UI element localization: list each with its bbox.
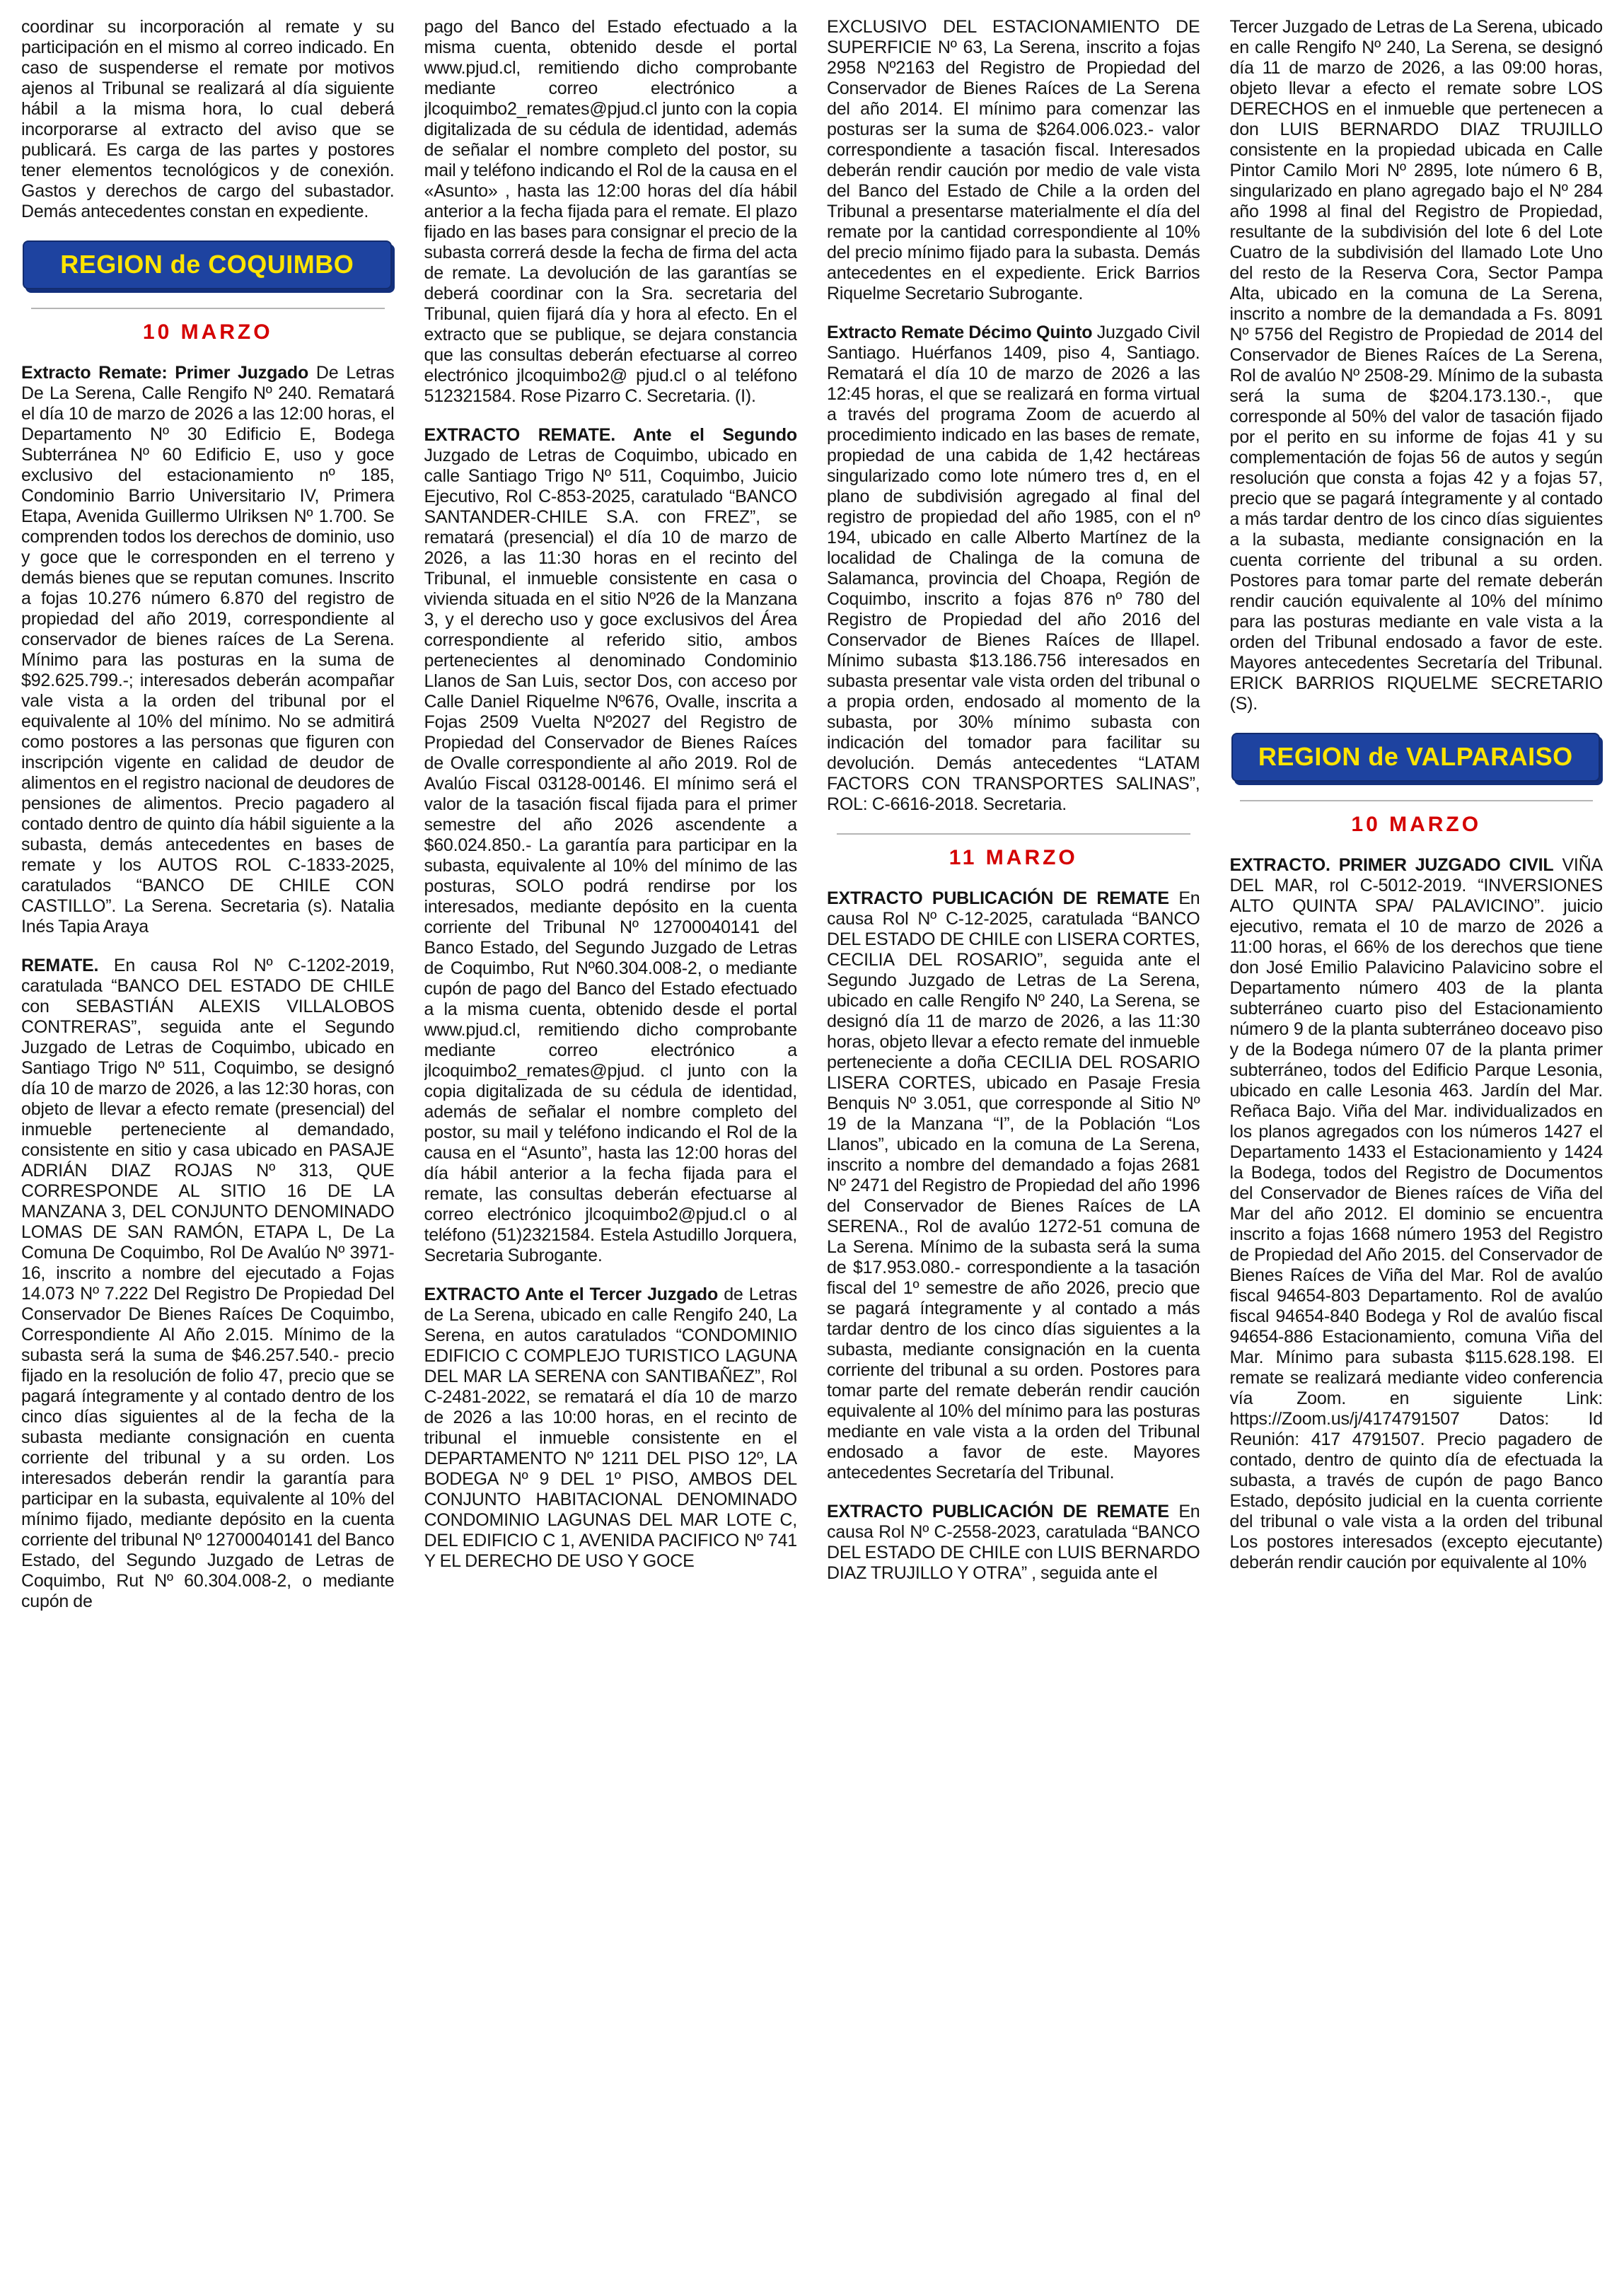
notice-lead: EXTRACTO PUBLICACIÓN DE REMATE: [827, 888, 1169, 908]
notice-paragraph: [21, 956, 395, 1612]
notice-lead: EXTRACTO Ante el Tercer Juzgado: [424, 1285, 719, 1304]
column-2: [424, 17, 798, 2265]
notice-text: VIÑA DEL MAR, rol C-5012-2019. “INVERSIONES ALTO QUINTA SPA/ PALAVICINO”. juicio ejecutivo, remata el 10 de marzo de 2026 a 11:00 horas, el 66% de los derechos que tiene don José Emilio Palavicino Palavicino sobre el Departamento número 403 de la planta subterráneo cuarto piso del Estacionamiento número 9 de la planta subterráneo doceavo piso y de la Bodega número 07 de la planta primer subterráneo, todos del Edificio Parque Lesonia, ubicado en calle Lesonia 463. Jardín del Mar. Reñaca Bajo. Viña del Mar. individualizados en los planos agregados con los números 1427 el Departamento 1433 el Estacionamiento y 1424 la Bodega, todos del Registro de Documentos del Conservador de Bienes raíces de Viña del Mar del año 2012. El dominio se encuentra inscrito a fojas 1668 número 1953 del Registro de Propiedad del Año 2015. del Conservador de Bienes Raíces de Viña del Mar. Rol de avalúo fiscal 94654-803 Departamento. Rol de avalúo fiscal 94654-840 Bodega y Rol de avalúo fiscal 94654-886 Estacionamiento, comuna Viña del Mar. Mínimo para subasta $115.628.198. El remate se realizará mediante video conferencia vía Zoom. en siguiente Link: https://Zoom.us/j/4174791507 Datos: Id Reunión: 417 4791507. Precio pagadero de contado, dentro de quinto día de efectuada la subasta, a través de cupón de pago Banco Estado, depósito judicial en la cuenta corriente del tribunal o vale vista a la orden del tribunal Los postores interesados (excepto ejecutante) deberán rendir caución por equivalente al 10%: [1229, 855, 1603, 1572]
notice-lead: REMATE.: [21, 956, 99, 975]
notice-text: En causa Rol Nº C-2558-2023, caratulada “BANCO DEL ESTADO DE CHILE con LUIS BERNARDO DIAZ TRUJILLO Y OTRA” , seguida ante el: [827, 1502, 1200, 1583]
notice-lead: EXTRACTO PUBLICACIÓN DE REMATE: [827, 1502, 1169, 1521]
notice-text: Juzgado Civil Santiago. Huérfanos 1409, piso 4, Santiago. Rematará el día 10 de marzo de 2026 a las 12:45 horas, el que se realizará en forma virtual a través del programa Zoom de acuerdo al procedimiento indicado en las bases de remate, propiedad de una cabida de 1,42 hectáreas singularizado como lote número tres d, en el plano de subdivisión agregado al final del registro de propiedad del año 1985, con el nº 194, ubicado en calle Alberto Martínez de la localidad de Chalinga de la comuna de Salamanca, provincia del Choapa, Región de Coquimbo, inscrito a fojas 876 nº 780 del Registro de Propiedad del año 2016 del Conservador de Bienes Raíces de Illapel. Mínimo subasta $13.186.756 interesados en subasta presentar vale vista orden del tribunal o a propia orden, endosado al momento de la subasta, por 30% mínimo subasta con indicación del tomador para facilitar su devolución. Demás antecedentes “LATAM FACTORS CON TRANSPORTES SALINAS”, ROL: C-6616-2018. Secretaria.: [827, 323, 1200, 814]
notice-paragraph: [1230, 855, 1603, 1573]
notice-text: pago del Banco del Estado efectuado a la misma cuenta, obtenido desde el portal www.pjud.cl, remitiendo dicho comprobante mediante correo electrónico a jlcoquimbo2_remates@pjud.cl junto con la copia digitalizada de su cédula de identidad, además de señalar el nombre completo del postor, su mail y teléfono indicando el Rol de la causa en el «Asunto» , hasta las 12:00 horas del día hábil anterior a la fecha fijada para el remate. El plazo fijado en las bases para consignar el precio de la subasta correrá desde la fecha de firma del acta de remate. La devolución de las garantías se deberá coordinar con la Sra. secretaria del Tribunal, quien fijará día y hora al efecto. En el extracto que se publique, se dejara constancia que las consultas deberán efectuarse al correo electrónico jlcoquimbo2@ pjud.cl o al teléfono 512321584. Rose Pizarro C. Secretaria. (I).: [424, 17, 797, 406]
notice-text: De Letras De La Serena, Calle Rengifo Nº 240. Rematará el día 10 de marzo de 2026 a las 12:00 horas, el Departamento Nº 30 Edificio E, Bodega Subterránea Nº 60 Edificio E, uso y goce exclusivo del estacionamiento nº 185, Condominio Barrio Universitario IV, Primera Etapa, Avenida Guillermo Ulriksen Nº 1.700. Se comprenden todos los derechos de dominio, uso y goce que le corresponden en el terreno y demás bienes que se reputan comunes. Inscrito a fojas 10.276 número 6.870 del registro de propiedad del año 2019, correspondiente al conservador de bienes raíces de La Serena. Mínimo para las posturas en la suma de $92.625.799.-; interesados deberán acompañar vale vista a la orden del tribunal por el equivalente al 10% del mínimo. No se admitirá como postores a las personas que figuren con inscripción vigente en calidad de deudor de alimentos en el registro nacional de deudores de pensiones de alimentos. Precio pagadero al contado dentro de quinto día hábil siguiente a la subasta, demás antecedentes en bases de remate y los AUTOS ROL C-1833-2025, caratulados “BANCO DE CHILE CON CASTILLO”. La Serena. Secretaria (s). Natalia Inés Tapia Araya: [21, 363, 395, 936]
notice-text: EXCLUSIVO DEL ESTACIONAMIENTO DE SUPERFICIE Nº 63, La Serena, inscrito a fojas 2958 Nº2163 del Registro de Propiedad del Conservador de Bienes Raíces de La Serena del año 2014. El mínimo para comenzar las posturas ser la suma de $264.006.023.- valor correspondiente a tasación fiscal. Interesados deberán rendir caución por medio de vale vista del Banco del Estado de Chile a la orden del Tribunal a presentarse materialmente el día del remate por la cantidad correspondiente al 10% del precio mínimo fijado para la subasta. Demás antecedentes en el expediente. Erick Barrios Riquelme Secretario Subrogante.: [827, 17, 1200, 303]
notice-text: coordinar su incorporación al remate y su participación en el mismo al correo indicado. En caso de suspenderse el remate por motivos ajenos aI Tribunal se realizará al día siguiente hábil a la misma hora, lo cual deberá incorporarse al extracto del aviso que se publicará. Es carga de las partes y postores tener elementos tecnológicos y de conexión. Gastos y derechos de cargo del subastador. Demás antecedentes constan en expediente.: [21, 17, 395, 221]
column-4: [1230, 17, 1603, 2265]
notice-lead: Extracto Remate: Primer Juzgado: [21, 363, 309, 383]
notice-paragraph: [827, 888, 1200, 1483]
notice-paragraph: [21, 363, 395, 937]
notice-text: de Letras de La Serena, ubicado en calle Rengifo 240, La Serena, en autos caratulados “CONDOMINIO EDIFICIO C COMPLEJO TURISTICO LAGUNA DEL MAR LA SERENA con SANTIBAÑEZ”, Rol C-2481-2022, se rematará el día 10 de marzo de 2026 a las 10:00 horas, en el recinto de tribunal el inmueble consistente en el DEPARTAMENTO Nº 1211 DEL PISO 12º, LA BODEGA Nº 9 DEL 1º PISO, AMBOS DEL CONJUNTO HABITACIONAL DENOMINADO CONDOMINIO LAGUNAS DEL MAR LOTE C, DEL EDIFICIO C 1, AVENIDA PACIFICO Nº 741 Y EL DERECHO DE USO Y GOCE: [424, 1285, 797, 1571]
notice-paragraph: [827, 17, 1200, 304]
divider: [837, 833, 1190, 835]
notice-paragraph: [424, 1285, 798, 1572]
notice-paragraph: [424, 17, 798, 407]
notice-paragraph: [424, 425, 798, 1266]
date-header: 10 MARZO: [1351, 813, 1482, 836]
notice-text: Juzgado de Letras de Coquimbo, ubicado en calle Santiago Trigo Nº 511, Coquimbo, Juicio Ejecutivo, Rol C-853-2025, caratulado “BANCO SANTANDER-CHILE S.A. con FREZ”, se rematará (presencial) el día 10 de marzo de 2026, a las 11:30 horas en el recinto del Tribunal, el inmueble consistente en casa o vivienda situada en el sitio Nº26 de la Manzana 3, y el derecho uso y goce exclusivos del Área correspondiente al referido sitio, ambos pertenecientes al denominado Condominio Llanos de San Luis, sector Dos, con acceso por Calle Daniel Riquelme Nº676, Ovalle, inscrita a Fojas 2509 Vuelta Nº2027 del Registro de Propiedad del Conservador de Bienes Raíces de Ovalle correspondiente al año 2019. Rol de Avalúo Fiscal 03128-00146. El mínimo será el valor de la tasación fiscal fijada para el primer semestre del año 2026 ascendente a $60.024.850.- La garantía para participar en la subasta, equivalente al 10% del mínimo de las posturas, SOLO podrá rendirse por los interesados, mediante depósito en la cuenta corriente del Tribunal Nº 12700040141 del Banco Estado, del Segundo Juzgado de Letras de Coquimbo, Rut Nº60.304.008-2, o mediante cupón de pago del Banco del Estado efectuado a la misma cuenta, obtenido desde el portal www.pjud.cl, remitiendo dicho comprobante mediante correo electrónico a jlcoquimbo2_remates@pjud. cl junto con la copia digitalizada de su cédula de identidad, además de señalar el nombre completo del postor, su mail y teléfono indicando el Rol de la causa en el “Asunto”, hasta las 12:00 horas del día hábil anterior a la fecha fijada para el remate, las consultas deberán efectuarse al correo electrónico jlcoquimbo2@pjud.cl o al teléfono (51)2321584. Estela Astudillo Jorquera, Secretaria Subrogante.: [424, 446, 797, 1265]
region-header: REGION de COQUIMBO: [23, 240, 392, 289]
column-1: [21, 17, 395, 2265]
date-header: 11 MARZO: [949, 846, 1078, 869]
date-header: 10 MARZO: [142, 320, 273, 344]
notice-lead: EXTRACTO REMATE. Ante el Segundo: [424, 425, 797, 445]
notice-columns: [21, 17, 1603, 2265]
notice-text: En causa Rol Nº C-1202-2019, caratulada “BANCO DEL ESTADO DE CHILE con SEBASTIÁN ALEXIS VILLALOBOS CONTRERAS”, seguida ante el Segundo Juzgado de Letras de Coquimbo, ubicado en Santiago Trigo Nº 511, Coquimbo, se designó día 10 de marzo de 2026, a las 12:30 horas, con objeto de llevar a efecto remate (presencial) del inmueble perteneciente al demandado, consistente en sitio y casa ubicado en PASAJE ADRIÁN DIAZ ROJAS Nº 313, QUE CORRESPONDE AL SITIO 16 DE LA MANZANA 3, DEL CONJUNTO DENOMINADO LOMAS DE SAN RAMÓN, ETAPA L, De La Comuna De Coquimbo, Rol De Avalúo Nº 3971-16, inscrito a nombre del ejecutado a Fojas 14.073 Nº 7.222 Del Registro De Propiedad Del Conservador De Bienes Raíces De Coquimbo, Correspondiente Al Año 2.015. Mínimo de la subasta será la suma de $46.257.540.- precio fijado en la resolución de folio 47, precio que se pagará íntegramente y al contado dentro de los cinco días siguientes al de la fecha de la subasta mediante consignación en cuenta corriente del tribunal y a su orden. Los interesados deberán rendir la garantía para participar en la subasta, equivalente al 10% del mínimo fijado, mediante depósito en la cuenta corriente del tribunal Nº 12700040141 del Banco Estado, del Segundo Juzgado de Letras de Coquimbo, Rut Nº 60.304.008-2, o mediante cupón de: [21, 956, 395, 1611]
divider: [31, 308, 385, 309]
notice-lead: Extracto Remate Décimo Quinto: [827, 323, 1093, 342]
divider: [1240, 800, 1594, 801]
notice-paragraph: [1230, 17, 1603, 714]
notice-lead: EXTRACTO. PRIMER JUZGADO CIVIL: [1229, 855, 1554, 875]
notice-paragraph: [827, 1502, 1200, 1584]
notice-text: En causa Rol Nº C-12-2025, caratulada “BANCO DEL ESTADO DE CHILE con LISERA CORTES, CECILIA DEL ROSARIO”, seguida ante el Segundo Juzgado de Letras de La Serena, ubicado en calle Rengifo Nº 240, La Serena, se designó día 11 de marzo de 2026, a las 11:30 horas, objeto llevar a efecto remate del inmueble perteneciente a doña CECILIA DEL ROSARIO LISERA CORTES, ubicado en Pasaje Fresia Benquis Nº 3.051, que corresponde al Sitio Nº 19 de la Manzana “I”, de la Población “Los Llanos”, ubicado en la comuna de La Serena, inscrito a nombre del demandado a fojas 2681 Nº 2471 del Registro de Propiedad del año 1996 del Conservador de Bienes Raíces de LA SERENA., Rol de avalúo 1272-51 comuna de La Serena. Mínimo de la subasta será la suma de $17.953.080.- correspondiente a la tasación fiscal del 1º semestre de año 2026, precio que se pagará íntegramente y al contado a más tardar dentro de los cinco días siguientes a la subasta, mediante consignación en la cuenta corriente del tribunal a su orden. Postores para tomar parte del remate deberán rendir caución equivalente al 10% del mínimo para las posturas mediante en vale vista a la orden del Tribunal endosado a favor de este. Mayores antecedentes Secretaría del Tribunal.: [827, 888, 1200, 1483]
notice-paragraph: [21, 17, 395, 222]
notice-text: Tercer Juzgado de Letras de La Serena, ubicado en calle Rengifo Nº 240, La Serena, se designó día 11 de marzo de 2026, a las 09:00 horas, objeto llevar a efecto el remate sobre LOS DERECHOS en el inmueble que pertenecen a don LUIS BERNARDO DIAZ TRUJILLO consistente en la propiedad ubicada en Calle Pintor Camilo Mori Nº 2895, lote número 6 B, singularizado en plano agregado bajo el Nº 284 año 1998 al final del Registro de Propiedad, resultante de la subdivisión del lote 6 del Lote Cuatro de la subdivisión del llamado Lote Uno del resto de la Reserva Cora, Sector Pampa Alta, ubicado en la comuna de La Serena, inscrito a nombre de la demandada a Fs. 8091 Nº 5756 del Registro de Propiedad de 2014 del Conservador de Bienes Raíces de La Serena, Rol de avalúo Nº 2508-29. Mínimo de la subasta será la suma de $204.173.130.-, que corresponde al 50% del valor de tasación fijado por el perito en su informe de fojas 41 y su complementación de fojas 56 de autos y según resolución que consta a fojas 42 y a fojas 57, precio que se pagará íntegramente y al contado a más tardar dentro de los cinco días siguientes a la subasta, mediante consignación en la cuenta corriente del tribunal a su orden. Postores para tomar parte del remate deberán rendir caución equivalente al 10% del mínimo para las posturas mediante en vale vista a la orden del Tribunal endosado a favor de este. Mayores antecedentes Secretaría del Tribunal. ERICK BARRIOS RIQUELME SECRETARIO (S).: [1229, 17, 1603, 714]
column-3: [827, 17, 1200, 2265]
notice-paragraph: [827, 323, 1200, 815]
region-header: REGION de VALPARAISO: [1231, 733, 1601, 782]
